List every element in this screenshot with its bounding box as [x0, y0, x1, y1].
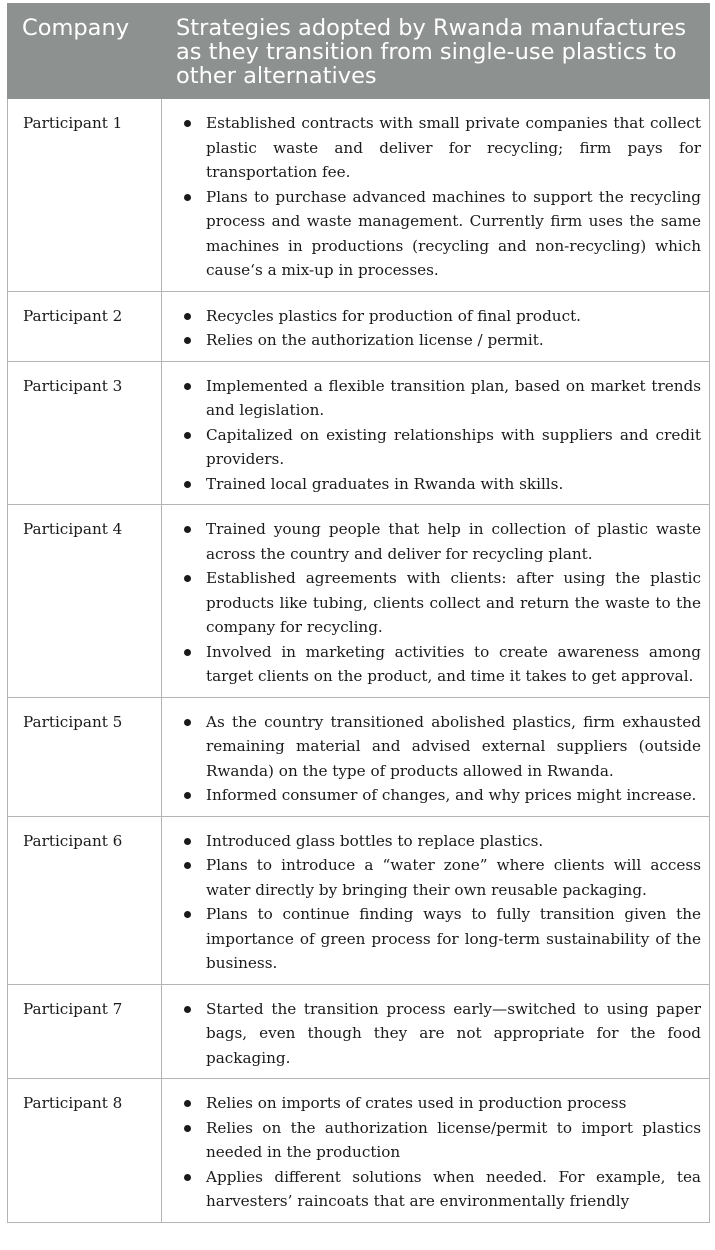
- strategy-item: Trained young people that help in collection of plastic waste across the country and deliver for recycling plant.: [180, 517, 701, 566]
- company-cell: Participant 3: [8, 361, 162, 505]
- strategies-cell: [162, 984, 710, 1079]
- table-row: [8, 99, 710, 292]
- company-cell: Participant 4: [8, 505, 162, 698]
- company-cell: Participant 8: [8, 1079, 162, 1223]
- company-cell: Participant 7: [8, 984, 162, 1079]
- strategy-item: Established contracts with small private companies that collect plastic waste and deliver for recycling; firm pays for transportation fee.: [180, 111, 701, 185]
- strategies-list: [180, 111, 701, 283]
- strategies-table-container: [7, 3, 709, 1223]
- table-row: [8, 505, 710, 698]
- strategy-item: Started the transition process early—switched to using paper bags, even though they are not appropriate for the food packaging.: [180, 997, 701, 1071]
- company-cell: Participant 5: [8, 697, 162, 816]
- table-body: [8, 99, 710, 1223]
- strategy-item: Relies on imports of crates used in production process: [180, 1091, 701, 1116]
- strategies-cell: [162, 697, 710, 816]
- strategy-item: Capitalized on existing relationships with suppliers and credit providers.: [180, 423, 701, 472]
- strategy-item: Recycles plastics for production of final product.: [180, 304, 701, 329]
- header-row: [8, 4, 710, 99]
- table-row: [8, 697, 710, 816]
- table-row: [8, 1079, 710, 1223]
- strategy-item: Plans to purchase advanced machines to support the recycling process and waste management. Currently firm uses the same machines in productions (recycling and non-recycling) which cause‘s a mix-up in processes.: [180, 185, 701, 283]
- table-header: [8, 4, 710, 99]
- strategies-table: [7, 3, 710, 1223]
- strategies-cell: [162, 291, 710, 361]
- strategy-item: Relies on the authorization license/permit to import plastics needed in the production: [180, 1116, 701, 1165]
- strategy-item: Plans to continue finding ways to fully transition given the importance of green process for long-term sustainability of the business.: [180, 902, 701, 976]
- strategies-list: [180, 1091, 701, 1214]
- strategies-list: [180, 997, 701, 1071]
- company-cell: Participant 2: [8, 291, 162, 361]
- table-row: [8, 361, 710, 505]
- strategies-list: [180, 374, 701, 497]
- strategies-cell: [162, 99, 710, 292]
- strategies-list: [180, 829, 701, 976]
- table-row: [8, 984, 710, 1079]
- strategy-item: Trained local graduates in Rwanda with skills.: [180, 472, 701, 497]
- strategy-item: Plans to introduce a “water zone” where clients will access water directly by bringing their own reusable packaging.: [180, 853, 701, 902]
- header-company: Company: [8, 4, 162, 99]
- strategy-item: Relies on the authorization license / permit.: [180, 328, 701, 353]
- strategies-list: [180, 710, 701, 808]
- table-row: [8, 291, 710, 361]
- strategy-item: Involved in marketing activities to create awareness among target clients on the product, and time it takes to get approval.: [180, 640, 701, 689]
- strategies-cell: [162, 816, 710, 984]
- strategies-cell: [162, 505, 710, 698]
- strategy-item: Applies different solutions when needed. For example, tea harvesters’ raincoats that are environmentally friendly: [180, 1165, 701, 1214]
- table-row: [8, 816, 710, 984]
- strategy-item: Introduced glass bottles to replace plastics.: [180, 829, 701, 854]
- strategy-item: As the country transitioned abolished plastics, firm exhausted remaining material and advised external suppliers (outside Rwanda) on the type of products allowed in Rwanda.: [180, 710, 701, 784]
- strategies-cell: [162, 1079, 710, 1223]
- company-cell: Participant 1: [8, 99, 162, 292]
- strategies-list: [180, 517, 701, 689]
- strategy-item: Implemented a flexible transition plan, based on market trends and legislation.: [180, 374, 701, 423]
- company-cell: Participant 6: [8, 816, 162, 984]
- header-strategies: Strategies adopted by Rwanda manufactures as they transition from single-use plastics to other alternatives: [162, 4, 710, 99]
- strategies-cell: [162, 361, 710, 505]
- strategies-list: [180, 304, 701, 353]
- strategy-item: Established agreements with clients: after using the plastic products like tubing, clients collect and return the waste to the company for recycling.: [180, 566, 701, 640]
- strategy-item: Informed consumer of changes, and why prices might increase.: [180, 783, 701, 808]
